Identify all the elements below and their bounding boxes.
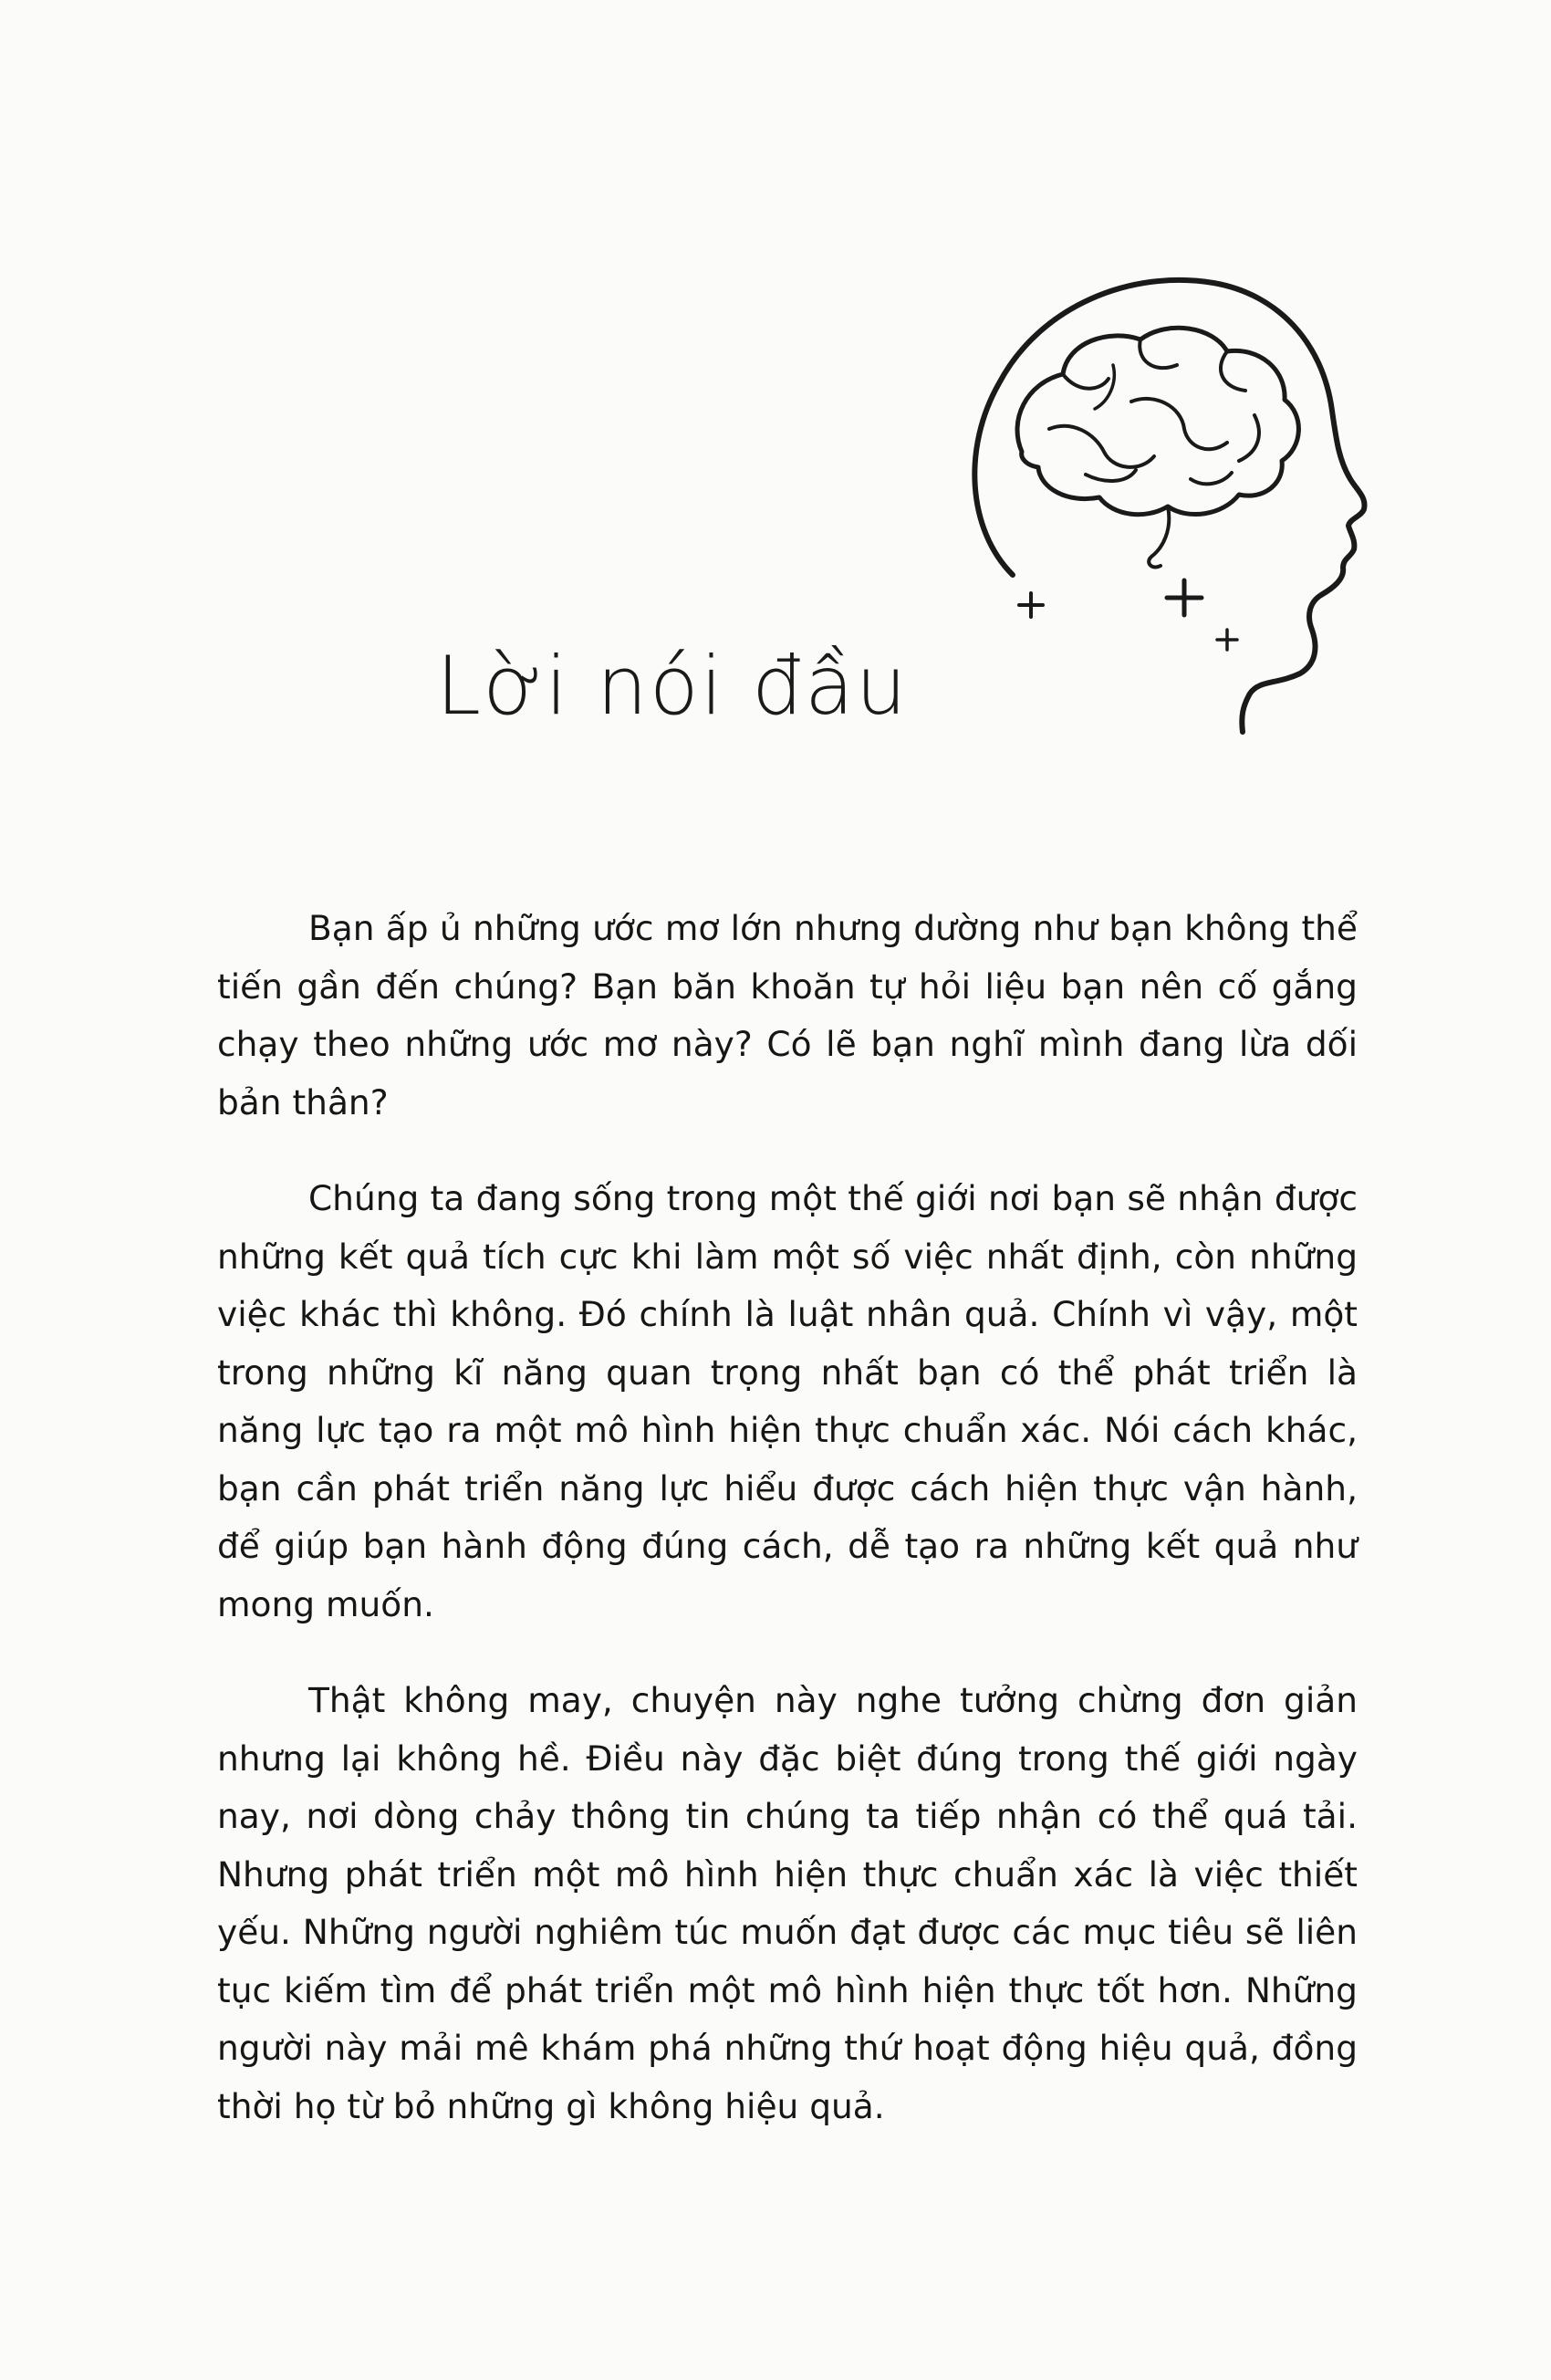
paragraph: Thật không may, chuyện này nghe tưởng chừng đơn giản nhưng lại không hề. Điều này đặc biệt đúng trong thế giới ngày nay, nơi dòng chảy thông tin chúng ta tiếp nhận có thể quá tải. Nhưng phát triển một mô hình hiện thực chuẩn xác là việc thiết yếu. Những người nghiêm túc muốn đạt được các mục tiêu sẽ liên tục kiếm tìm để phát triển một mô hình hiện thực tốt hơn. Những người này mải mê khám phá những thứ hoạt động hiệu quả, đồng thời họ từ bỏ những gì không hiệu quả. — [217, 1680, 1358, 2126]
head-with-brain-icon — [949, 256, 1378, 767]
chapter-title: Lời nói đầu — [436, 639, 909, 733]
body-text — [217, 900, 1358, 2174]
paragraph: Bạn ấp ủ những ước mơ lớn nhưng dường như bạn không thể tiến gần đến chúng? Bạn băn khoăn tự hỏi liệu bạn nên cố gắng chạy theo những ước mơ này? Có lẽ bạn nghĩ mình đang lừa dối bản thân? — [217, 908, 1358, 1122]
paragraph: Chúng ta đang sống trong một thế giới nơi bạn sẽ nhận được những kết quả tích cực khi làm một số việc nhất định, còn những việc khác thì không. Đó chính là luật nhân quả. Chính vì vậy, một trong những kĩ năng quan trọng nhất bạn có thể phát triển là năng lực tạo ra một mô hình hiện thực chuẩn xác. Nói cách khác, bạn cần phát triển năng lực hiểu được cách hiện thực vận hành, để giúp bạn hành động đúng cách, dễ tạo ra những kết quả như mong muốn. — [217, 1178, 1358, 1624]
